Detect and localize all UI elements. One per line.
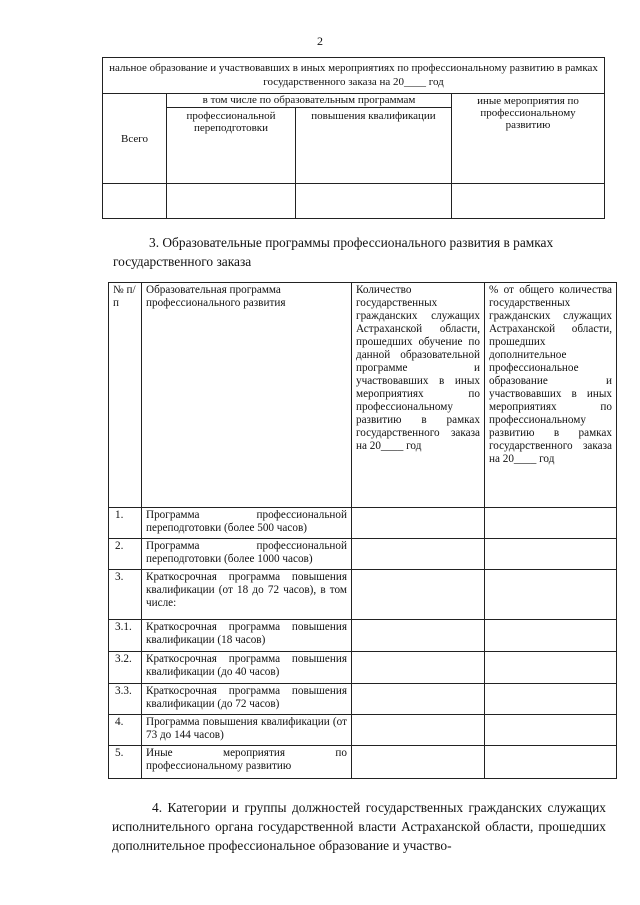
table-2-row-label: Краткосрочная программа повышения квалификации (от 18 до 72 часов), в том числе: xyxy=(142,570,352,620)
table-2-row-num: 3.3. xyxy=(109,684,142,715)
table-2-row-num: 4. xyxy=(109,715,142,746)
table-1-col-total: Всего xyxy=(103,94,167,184)
table-2-cell xyxy=(485,508,617,539)
table-1-cell xyxy=(452,184,605,219)
table-1-cell xyxy=(167,184,296,219)
table-2-cell xyxy=(485,620,617,652)
table-1-cell xyxy=(296,184,452,219)
table-2-cell xyxy=(485,684,617,715)
table-2-cell xyxy=(352,508,485,539)
table-2-row-label: Краткосрочная программа повышения квалификации (до 40 часов) xyxy=(142,652,352,684)
section-4-text: 4. Категории и группы должностей государственных гражданских служащих исполнительного органа государственной власти Астраханской области, прошедших дополнительное профессиональное образование и участво- xyxy=(112,800,606,853)
table-2-header-program: Образовательная программа профессионального развития xyxy=(142,283,352,508)
table-1-col-qualification: повышения квалификации xyxy=(296,108,452,184)
table-1-cell xyxy=(103,184,167,219)
table-2-cell xyxy=(485,570,617,620)
table-1-col-other: иные мероприятия по профессиональному развитию xyxy=(452,94,605,184)
table-1-caption: нальное образование и участвовавших в иных мероприятиях по профессиональному развитию в рамках государственного заказа на 20____ год xyxy=(103,58,605,94)
table-1 xyxy=(102,57,605,219)
table-2-row-num: 3.1. xyxy=(109,620,142,652)
section-3-title: 3. Образовательные программы профессионального развития в рамках государственного заказа xyxy=(113,235,554,269)
table-2-cell xyxy=(485,715,617,746)
table-2-cell xyxy=(485,539,617,570)
page-number: 2 xyxy=(317,34,323,48)
table-2-cell xyxy=(485,652,617,684)
table-2-cell xyxy=(485,746,617,779)
table-2-row-num: 3.2. xyxy=(109,652,142,684)
table-1-group-header: в том числе по образовательным программам xyxy=(167,94,452,108)
table-1-col-retraining: профессиональной переподготовки xyxy=(167,108,296,184)
table-2-cell xyxy=(352,570,485,620)
table-2-header-percent: % от общего количества государственных гражданских служащих Астраханской области, прошедших дополнительное профессиональное образование и участвовавших в иных мероприятиях по профессиональному развитию в рамках государственного заказа на 20____ год xyxy=(485,283,617,508)
table-2-cell xyxy=(352,715,485,746)
table-2-row-label: Краткосрочная программа повышения квалификации (до 72 часов) xyxy=(142,684,352,715)
table-2-row-num: 1. xyxy=(109,508,142,539)
table-2-cell xyxy=(352,620,485,652)
table-2-cell xyxy=(352,684,485,715)
table-2-cell xyxy=(352,652,485,684)
table-2-row-label: Иные мероприятия по профессиональному развитию xyxy=(142,746,352,779)
table-2-row-label: Программа профессиональной переподготовки (более 1000 часов) xyxy=(142,539,352,570)
table-2-row-num: 3. xyxy=(109,570,142,620)
table-2-row-num: 2. xyxy=(109,539,142,570)
table-2-row-label: Программа повышения квалификации (от 73 до 144 часов) xyxy=(142,715,352,746)
table-2 xyxy=(108,282,617,779)
table-2-row-num: 5. xyxy=(109,746,142,779)
table-2-header-count: Количество государственных гражданских служащих Астраханской области, прошедших обучение по данной образовательной программе и участвовавших в иных мероприятиях по профессиональному развитию в рамках государственного заказа на 20____ год xyxy=(352,283,485,508)
table-2-cell xyxy=(352,539,485,570)
table-2-row-label: Краткосрочная программа повышения квалификации (18 часов) xyxy=(142,620,352,652)
table-2-cell xyxy=(352,746,485,779)
table-2-header-num: № п/п xyxy=(109,283,142,508)
table-2-row-label: Программа профессиональной переподготовки (более 500 часов) xyxy=(142,508,352,539)
